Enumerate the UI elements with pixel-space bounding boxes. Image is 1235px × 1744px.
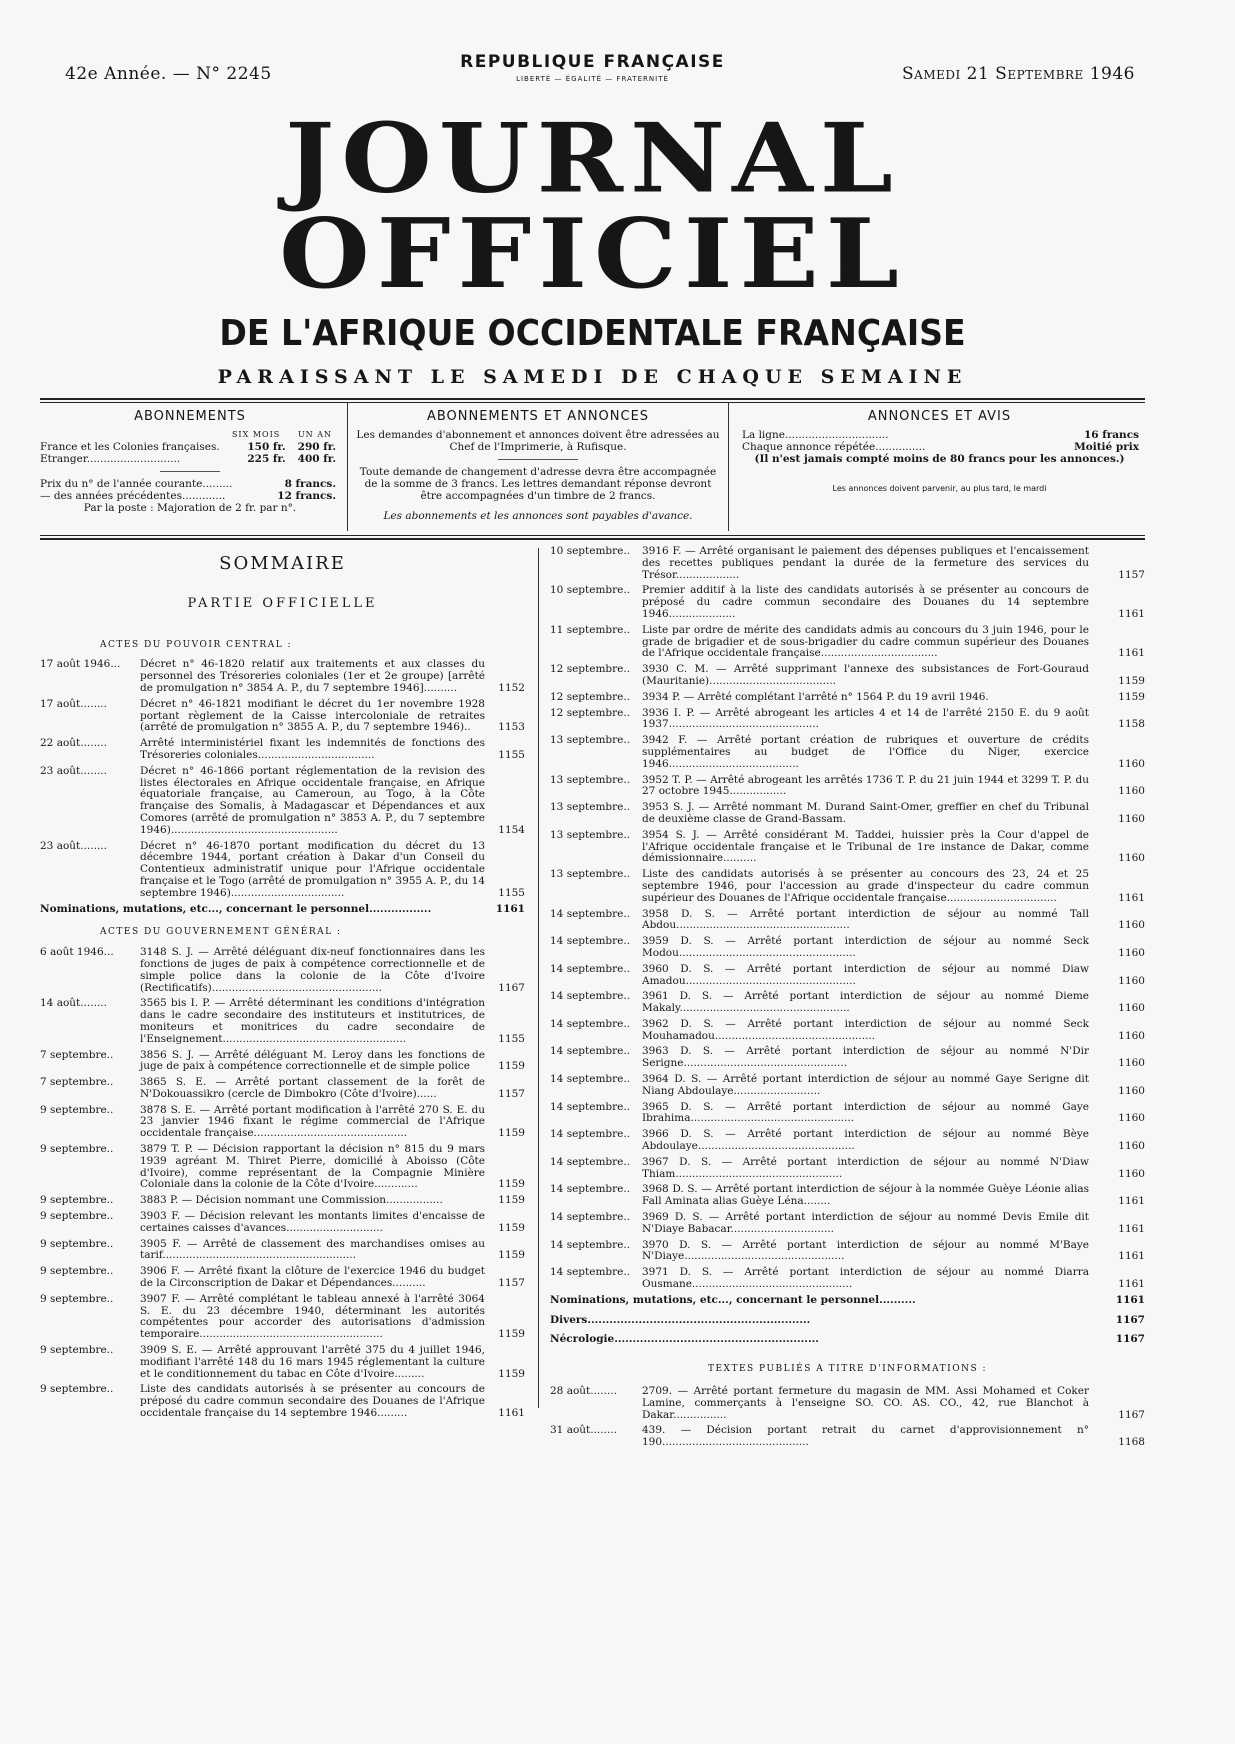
abonnements-annonces-box [347,403,729,531]
entry-page: 1160 [1118,785,1145,798]
entry-text: 3964 D. S. — Arrêté portant interdiction de séjour au nommé Gaye Serigne dit Niang Abdoulaye.......................... [642,1073,1089,1097]
sommaire-entry [40,1266,525,1290]
entry-date: 9 septembre.. [40,1383,114,1396]
entry-text: Nominations, mutations, etc..., concernant le personnel................. [40,902,432,915]
sommaire-entry [550,1425,1145,1449]
right-list [550,546,1145,1291]
col-six-mois: SIX MOIS [231,430,281,439]
entry-text: Décret n° 46-1821 modifiant le décret du 1er novembre 1928 portant règlement de la Caisse intercoloniale de retraites (arrêté de promulgation n° 3855 A. P., du 7 septembre 1946).. [140,697,485,734]
republic-motto: LIBERTÉ — ÉGALITÉ — FRATERNITÉ [516,75,669,83]
entry-text: Premier additif à la liste des candidats autorisés à se présenter au concours de préposé du cadre commun secondaire des Douanes du 14 septembre 1946.................... [642,584,1089,620]
entry-page: 1155 [498,1032,525,1045]
subscription-boxes [40,403,1145,535]
annonces-avis-title: ANNONCES ET AVIS [867,409,1012,424]
masthead-title: JOURNAL OFFICIEL [279,101,906,310]
entry-text: Nominations, mutations, etc..., concernant le personnel.......... [550,1293,916,1306]
entry-date: 31 août........ [550,1424,617,1437]
journal-page [40,50,1145,1590]
partie-officielle-title: PARTIE OFFICIELLE [187,595,378,611]
entry-text: 3961 D. S. — Arrêté portant interdiction de séjour au nommé Dieme Makaly................................................... [642,990,1089,1015]
misc-list [550,1295,1145,1346]
sommaire-entry [550,692,1145,704]
changement-note: Toute demande de changement d'adresse devra être accompagnée de la somme de 3 francs. Les lettres demandant réponse devront être accompagnées d'un timbre de 2 francs. [359,466,717,502]
masthead-tagline: PARAISSANT LE SAMEDI DE CHAQUE SEMAINE [217,366,968,388]
header-top-row [40,50,1145,96]
sommaire-entry [550,1315,1145,1327]
entry-date: 14 septembre.. [550,1211,631,1224]
sommaire-entry [550,585,1145,620]
entry-text: Liste par ordre de mérite des candidats admis au concours du 3 juin 1946, pour le grade de brigadier et de sous-brigadier du cadre commun supérieur des Douanes de l'Afrique occidentale française................................... [642,623,1089,660]
tarif-label: La ligne............................... [742,429,889,441]
entry-page: 1159 [1118,674,1145,687]
entry-text: Décret n° 46-1866 portant réglementation de la revision des listes électorales en Afrique occidentale française, en Afrique équatoriale française, au Cameroun, au Togo, à la Côte française des Somalis, à Madagascar et Dépendances et aux Comores (arrêté de promulgation n° 3853 A. P., du 7 septembre 1946).................................................. [140,764,485,836]
entry-text: Liste des candidats autorisés à se présenter au concours des 23, 24 et 25 septembre 1946, pour l'accession au grade d'inspecteur du cadre commun supérieur des Douanes de l'Afrique occidentale française................................. [642,868,1089,904]
entry-page: 1158 [1118,718,1145,731]
rate-an: 290 fr. [297,441,336,453]
entry-date: 28 août........ [550,1385,617,1398]
entry-text: 3963 D. S. — Arrêté portant interdiction de séjour au nommé N'Dir Serigne................................................. [642,1045,1089,1070]
entry-page: 1159 [1118,690,1145,703]
sommaire-columns [40,540,1145,1590]
entry-page: 1152 [498,681,525,694]
entry-page: 1160 [1118,1029,1145,1042]
tarif-value: Moitié prix [1074,441,1139,453]
rate-label: France et les Colonies françaises. [40,441,220,453]
entry-date: 9 septembre.. [40,1344,114,1357]
tarif-row [734,429,1145,441]
entry-date: 14 septembre.. [550,935,631,948]
issue-date: Samedi 21 Septembre 1946 [902,64,1135,84]
entry-page: 1161 [1118,647,1145,660]
column-divider [538,548,539,1408]
infos-list [550,1386,1145,1449]
sommaire-title: SOMMAIRE [219,553,346,574]
sommaire-entry [40,1384,525,1419]
sommaire-entry [40,699,525,734]
abonnements-annonces-title: ABONNEMENTS ET ANNONCES [426,409,650,424]
entry-page: 1160 [1118,1002,1145,1015]
entry-text: 3936 I. P. — Arrêté abrogeant les articles 4 et 14 de l'arrêté 2150 E. du 9 août 1937............................................. [642,706,1089,731]
entry-page: 1160 [1118,812,1145,825]
deadline-note: Les annonces doivent parvenir, au plus tard, le mardi [832,484,1047,493]
entry-date: 17 août 1946... [40,658,121,671]
entry-text: 3953 S. J. — Arrêté nommant M. Durand Saint-Omer, greffier en chef du Tribunal de deuxième classe de Grand-Bassam. [642,801,1089,825]
entry-date: 7 septembre.. [40,1076,114,1089]
abonnements-title: ABONNEMENTS [134,409,246,424]
tarif-label: Chaque annonce répétée............... [742,441,926,453]
sommaire-entry [40,738,525,762]
sommaire-entry [40,841,525,900]
sommaire-entry [550,1267,1145,1291]
section-informations: TEXTES PUBLIÉS A TITRE D'INFORMATIONS : [707,1364,988,1375]
entry-date: 14 septembre.. [550,1045,631,1058]
entry-page: 1161 [1118,1195,1145,1208]
entry-page: 1161 [1118,1250,1145,1263]
entry-date: 10 septembre.. [550,545,631,557]
entry-text: 3960 D. S. — Arrêté portant interdiction de séjour au nommé Diaw Amadou................................................... [642,962,1089,987]
entry-page: 1160 [1118,757,1145,770]
prix-row [40,490,340,502]
entry-date: 12 septembre.. [550,706,631,719]
sommaire-entry [550,1295,1145,1307]
adresse-note: Les demandes d'abonnement et annonces doivent être adressées au Chef de l'Imprimerie, à Rufisque. [356,429,720,453]
entry-page: 1160 [1118,1112,1145,1125]
entry-text: 439. — Décision portant retrait du carnet d'approvisionnement n° 190............................................ [642,1424,1089,1449]
entry-text: Arrêté interministériel fixant les indemnités de fonctions des Trésoreries coloniales................................... [140,737,485,761]
right-column [550,546,1145,1453]
entry-date: 14 septembre.. [550,1017,631,1030]
entry-page: 1157 [498,1277,525,1290]
sommaire-entry [550,1074,1145,1098]
entry-text: 3970 D. S. — Arrêté portant interdiction de séjour au nommé M'Baye N'Diaye................................................ [642,1238,1089,1263]
sommaire-entry [550,664,1145,688]
entry-text: 3971 D. S. — Arrêté portant interdiction de séjour au nommé Diarra Ousmane................................................ [642,1266,1089,1291]
entry-page: 1154 [498,823,525,836]
entry-text: 3856 S. J. — Arrêté déléguant M. Leroy dans les fonctions de juge de paix à compétence correctionnelle et de simple police [140,1048,485,1073]
entry-text: 3959 D. S. — Arrêté portant interdiction de séjour au nommé Seck Modou..................................................... [642,935,1089,959]
entry-date: 14 septembre.. [550,1073,631,1086]
sommaire-entry [550,830,1145,865]
sommaire-entry [40,1077,525,1101]
entry-page: 1161 [1115,1293,1145,1306]
republic-label: REPUBLIQUE FRANÇAISE [460,52,725,72]
rate-six: 225 fr. [247,453,286,465]
entry-page: 1161 [1118,607,1145,620]
entry-date: 14 septembre.. [550,1100,631,1113]
entry-date: 13 septembre.. [550,868,631,881]
sommaire-entry [550,964,1145,988]
entry-page: 1153 [498,721,525,734]
entry-page: 1160 [1118,1140,1145,1153]
sommaire-entry [550,708,1145,732]
entry-text: 3962 D. S. — Arrêté portant interdiction de séjour au nommé Seck Mouhamadou................................................ [642,1017,1089,1042]
entry-date: 13 septembre.. [550,828,631,841]
entry-page: 1155 [498,748,525,761]
sommaire-entry [550,936,1145,960]
entry-page: 1160 [1118,919,1145,932]
entry-page: 1160 [1118,974,1145,987]
abonnements-box [40,403,340,531]
entry-page: 1157 [1118,568,1145,581]
rate-label: Etranger............................ [40,453,181,465]
prix-label: Prix du n° de l'année courante......... [40,478,233,490]
col-un-an: UN AN [297,430,332,439]
entry-page: 1167 [1115,1313,1145,1326]
sommaire-entry [550,909,1145,933]
entry-date: 22 août........ [40,737,107,750]
entry-text: 3942 F. — Arrêté portant création de rubriques et ouverture de crédits supplémentaires au budget de l'Office du Niger, exercice 1946....................................... [642,734,1089,770]
prix-row [40,478,340,490]
prix-value: 12 francs. [277,490,336,502]
entry-text: Liste des candidats autorisés à se présenter au concours de préposé du cadre commun secondaire des Douanes de l'Afrique occidentale française du 14 septembre 1946......... [140,1383,485,1420]
separator [498,459,578,460]
entry-text: Décret n° 46-1870 portant modification du décret du 13 décembre 1944, portant création à Dakar d'un Conseil du Contentieux administratif unique pour l'Afrique occidentale française et le Togo (arrêté de promulgation n° 3955 A. P., du 14 septembre 1946).................................. [140,839,485,899]
entry-page: 1160 [1118,946,1145,959]
sommaire-entry [40,1239,525,1263]
entry-date: 14 septembre.. [550,990,631,1003]
entry-page: 1167 [1118,1408,1145,1421]
sommaire-entry [550,775,1145,799]
entry-date: 9 septembre.. [40,1143,114,1156]
entry-date: 9 septembre.. [40,1292,114,1305]
entry-text: 3909 S. E. — Arrêté approuvant l'arrêté 375 du 4 juillet 1946, modifiant l'arrêté 148 du 16 mars 1945 réglementant la culture et le conditionnement du tabac en Côte d'Ivoire......... [140,1344,485,1380]
entry-page: 1160 [1118,1167,1145,1180]
entry-text: 3905 F. — Arrêté de classement des marchandises omises au tarif.......................................................... [140,1237,485,1262]
nominations-entry [40,904,525,916]
sommaire-entry [550,1129,1145,1153]
entry-date: 10 septembre.. [550,584,631,597]
entry-page: 1161 [498,1407,525,1420]
entry-text: Décret n° 46-1820 relatif aux traitements et aux classes du personnel des Trésoreries coloniales (1er et 2e groupe) [arrêté de promulgation n° 3854 A. P., du 7 septembre 1946].......... [140,658,485,694]
entry-date: 9 septembre.. [40,1237,114,1250]
entry-text: 2709. — Arrêté portant fermeture du magasin de MM. Assi Mohamed et Coker Lamine, commerçants à l'enseigne SO. CO. AS. CO., 42, rue Blanchot à Dakar................ [642,1385,1089,1421]
sommaire-entry [550,1046,1145,1070]
sommaire-entry [40,1211,525,1235]
entry-text: 3916 F. — Arrêté organisant le paiement des dépenses publiques et l'encaissement des recettes publiques pendant la durée de la fermeture des services du Trésor................... [642,545,1089,581]
entry-date: 13 septembre.. [550,734,631,747]
separator [160,471,220,472]
entry-page: 1159 [498,1178,525,1191]
entry-page: 1161 [1118,1222,1145,1235]
entry-date: 12 septembre.. [550,690,631,703]
minimum-note: (Il n'est jamais compté moins de 80 francs pour les annonces.) [754,453,1125,465]
entry-page: 1159 [498,1249,525,1262]
entry-text: 3883 P. — Décision nommant une Commission................. [140,1194,443,1207]
sommaire-entry [550,991,1145,1015]
entry-date: 14 septembre.. [550,1128,631,1141]
entry-text: 3954 S. J. — Arrêté considérant M. Taddei, huissier près la Cour d'appel de l'Afrique occidentale française et le Tribunal de 1re instance de Dakar, comme démissionnaire.......... [642,828,1089,865]
sommaire-entry [550,802,1145,826]
entry-date: 9 septembre.. [40,1210,114,1223]
entry-page: 1160 [1118,1084,1145,1097]
rate-six: 150 fr. [247,441,286,453]
entry-page: 1161 [495,902,525,915]
entry-date: 9 septembre.. [40,1194,114,1207]
entry-date: 17 août........ [40,697,107,710]
entry-text: 3966 D. S. — Arrêté portant interdiction de séjour au nommé Bèye Abdoulaye............................................... [642,1128,1089,1153]
entry-date: 9 septembre.. [40,1265,114,1278]
entry-page: 1159 [498,1221,525,1234]
rate-row [40,441,340,453]
entry-date: 14 septembre.. [550,907,631,920]
entry-date: 23 août........ [40,764,107,777]
entry-page: 1155 [498,886,525,899]
entry-text: 3903 F. — Décision relevant les montants limites d'encaisse de certaines caisses d'avances............................. [140,1210,485,1234]
sommaire-entry [550,1334,1145,1346]
sommaire-entry [550,1386,1145,1421]
entry-page: 1160 [1118,1057,1145,1070]
sommaire-entry [550,1184,1145,1208]
entry-page: 1167 [498,981,525,994]
rate-row [40,453,340,465]
entry-date: 14 septembre.. [550,962,631,975]
entry-page: 1159 [498,1060,525,1073]
entry-date: 14 août........ [40,997,107,1010]
poste-note: Par la poste : Majoration de 2 fr. par n°. [83,502,297,514]
entry-date: 14 septembre.. [550,1266,631,1279]
payment-note: Les abonnements et les annonces sont payables d'avance. [383,510,693,522]
entry-text: 3968 D. S. — Arrêté portant interdiction de séjour à la nommée Guèye Léonie alias Fall Aminata alias Guèye Léna........ [642,1183,1089,1208]
central-list [40,659,525,899]
entry-page: 1159 [498,1367,525,1380]
sommaire-entry [550,546,1145,581]
sommaire-entry [40,1050,525,1074]
entry-text: 3907 F. — Arrêté complétant le tableau annexé à l'arrêté 3064 S. E. du 23 décembre 1940, déterminant les autorités compétentes pour accorder des autorisations d'admission temporaire....................................................... [140,1292,485,1341]
sommaire-entry [40,1105,525,1140]
sommaire-entry [40,1195,525,1207]
entry-date: 13 septembre.. [550,801,631,814]
entry-date: 14 septembre.. [550,1238,631,1251]
entry-page: 1167 [1115,1333,1145,1346]
entry-page: 1161 [1118,891,1145,904]
entry-text: 3958 D. S. — Arrêté portant interdiction de séjour au nommé Tall Abdou.................................................... [642,907,1089,932]
prix-value: 8 francs. [284,478,336,490]
sommaire-entry [550,1212,1145,1236]
entry-date: 7 septembre.. [40,1048,114,1061]
entry-text: 3934 P. — Arrêté complétant l'arrêté n° 1564 P. du 19 avril 1946. [642,690,989,703]
gouv-list [40,947,525,1420]
entry-page: 1160 [1118,852,1145,865]
entry-date: 14 septembre.. [550,1155,631,1168]
sommaire-entry [550,1240,1145,1264]
sommaire-entry [550,1157,1145,1181]
sommaire-entry [550,625,1145,660]
entry-page: 1159 [498,1328,525,1341]
entry-date: 23 août........ [40,839,107,852]
sommaire-entry [40,1144,525,1191]
issue-number: 42e Année. — N° 2245 [65,64,272,84]
tarif-value: 16 francs [1083,429,1139,441]
masthead-subtitle: DE L'AFRIQUE OCCIDENTALE FRANÇAISE [219,313,966,354]
rate-an: 400 fr. [297,453,336,465]
entry-text: 3967 D. S. — Arrêté portant interdiction de séjour au nommé N'Diaw Thiam.................................................. [642,1155,1089,1180]
entry-text: 3148 S. J. — Arrêté déléguant dix-neuf fonctionnaires dans les fonctions de juges de paix à compétence correctionnelle et de simple police dans la colonie de la Côte d'Ivoire (Rectificatifs)................................................... [140,946,485,994]
entry-text: 3952 T. P. — Arrêté abrogeant les arrêtés 1736 T. P. du 21 juin 1944 et 3299 T. P. du 27 octobre 1945................. [642,773,1089,798]
entry-date: 14 septembre.. [550,1183,631,1196]
prix-label: — des années précédentes............. [40,490,226,502]
entry-text: 3879 T. P. — Décision rapportant la décision n° 815 du 9 mars 1939 agréant M. Thiret Pierre, domicilié à Aboisso (Côte d'Ivoire), comme représentant de la Compagnie Minière Coloniale dans la colonie de la Côte d'Ivoire............. [140,1143,485,1191]
entry-text: 3865 S. E. — Arrêté portant classement de la forêt de N'Dokouassikro (cercle de Dimbokro (Côte d'Ivoire)...... [140,1076,485,1100]
sommaire-entry [550,1102,1145,1126]
entry-page: 1159 [498,1127,525,1140]
sommaire-entry [550,869,1145,904]
entry-text: 3930 C. M. — Arrêté supprimant l'annexe des subsistances de Fort-Gouraud (Mauritanie)...................................... [642,663,1089,687]
entry-page: 1157 [498,1087,525,1100]
abonnements-columns [40,429,340,441]
annonces-avis-box [734,403,1145,531]
left-column [40,546,525,1424]
sommaire-entry [40,659,525,694]
tarif-row [734,441,1145,453]
entry-page: 1161 [1118,1278,1145,1291]
entry-text: 3965 D. S. — Arrêté portant interdiction de séjour au nommé Gaye Ibrahima................................................. [642,1100,1089,1125]
entry-page: 1168 [1118,1436,1145,1449]
entry-date: 9 septembre.. [40,1103,114,1116]
entry-text: 3878 S. E. — Arrêté portant modification à l'arrêté 270 S. E. du 23 janvier 1946 fixant le régime commercial de l'Afrique occidentale française.............................................. [140,1103,485,1140]
entry-date: 11 septembre.. [550,623,631,636]
entry-date: 13 septembre.. [550,773,631,786]
sommaire-entry [40,1345,525,1380]
entry-page: 1159 [498,1194,525,1207]
sommaire-entry [40,947,525,994]
entry-text: Divers............................................................. [550,1313,811,1326]
sommaire-entry [40,766,525,837]
sommaire-entry [40,998,525,1045]
sommaire-entry [550,1019,1145,1043]
entry-date: 12 septembre.. [550,663,631,676]
entry-date: 6 août 1946... [40,946,114,959]
entry-text: Nécrologie........................................................ [550,1333,819,1346]
sommaire-entry [40,1294,525,1341]
section-gouvernement-general: ACTES DU GOUVERNEMENT GÉNÉRAL : [100,927,342,938]
sommaire-entry [550,735,1145,770]
entry-text: 3906 F. — Arrêté fixant la clôture de l'exercice 1946 du budget de la Circonscription de Dakar et Dépendances.......... [140,1265,485,1290]
entry-text: 3565 bis I. P. — Arrêté déterminant les conditions d'intégration dans le cadre secondaire des instituteurs et institutrices, de moniteurs et monitrices du cadre secondaire de l'Enseignement....................................................... [140,997,485,1045]
section-pouvoir-central: ACTES DU POUVOIR CENTRAL : [100,639,293,650]
entry-text: 3969 D. S. — Arrêté portant interdiction de séjour au nommé Devis Emile dit N'Diaye Babacar............................... [642,1211,1089,1235]
